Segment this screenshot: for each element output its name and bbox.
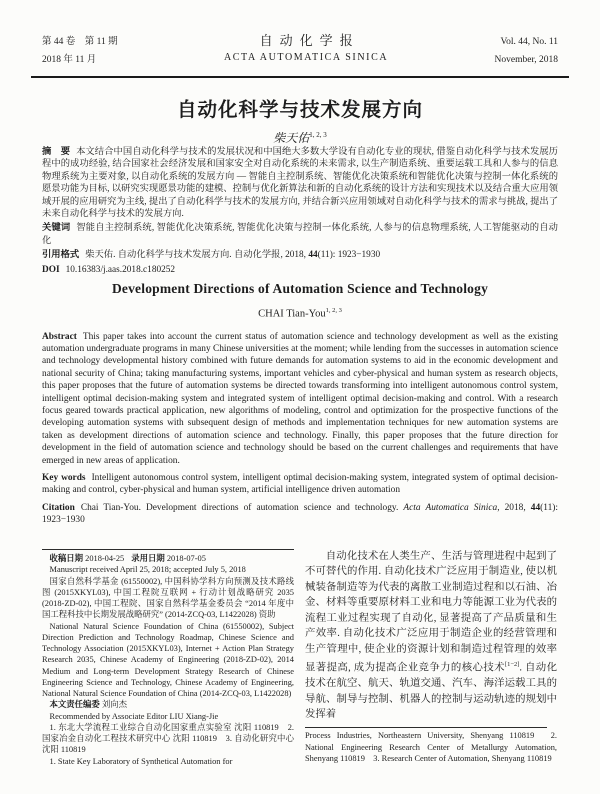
journal-name-en: ACTA AUTOMATICA SINICA: [223, 52, 389, 63]
citation-pages-cn: (11): 1923−1930: [317, 250, 381, 261]
masthead-issue-block-en: [495, 33, 558, 69]
citation-year-en: , 2018,: [497, 502, 531, 513]
received-date: 2018-04-25: [85, 554, 125, 563]
author-name-cn: 柴天佑: [273, 131, 310, 145]
citation-volume-en: 44: [530, 502, 541, 513]
citation-en: [42, 502, 558, 527]
doi-label: DOI: [42, 264, 60, 275]
journal-name-cn: 自动化学报: [259, 33, 360, 48]
masthead-issue-en: Vol. 44, No. 11: [500, 37, 558, 47]
footnote-column: [42, 549, 294, 767]
citation-volume-cn: 44: [308, 250, 318, 261]
keywords-text-cn: 智能自主控制系统, 智能优化决策系统, 智能优化决策与控制一体化系统, 人参与的信息物理系统, 人工智能驱动的自动化: [42, 223, 558, 246]
doi-line: [42, 264, 558, 276]
doi-value: 10.16383/j.aas.2018.c180252: [65, 264, 176, 275]
footnote-rule: [305, 727, 547, 728]
journal-name-block: [224, 33, 388, 63]
editor-label-cn: 本文责任编委: [49, 700, 100, 710]
footnote-editor-en: Recommended by Associate Editor LIU Xiang-Jie: [49, 711, 219, 721]
masthead-rule: [31, 76, 569, 78]
body-paragraph: [305, 549, 557, 722]
reference-marker: [1−2]: [504, 661, 520, 669]
footnote-funding-cn: 国家自然科学基金 (61550002), 中国科协学科方向预测及技术路线图 (2015XKYL03), 中国工程院互联网 + 行动计划战略研究 2035 (2018-ZD-02), 中国工程院、国家自然科学基金委员会 “2014 年度中国工程科技中长期发展战略研究” (2014-ZCQ-03, L1422028) 资助: [42, 576, 294, 620]
citation-journal-en: Acta Automatica Sinica: [403, 502, 498, 513]
paper-title-en: Development Directions of Automation Science and Technology: [111, 281, 489, 296]
citation-cn: [42, 249, 558, 261]
footnote-received-cn: [42, 553, 294, 564]
keywords-label-cn: 关键词: [42, 223, 71, 234]
author-line-en: [42, 307, 558, 320]
citation-text-cn: 柴天佑. 自动化科学与技术发展方向. 自动化学报, 2018,: [85, 250, 309, 261]
received-label-cn: 收稿日期: [49, 554, 84, 563]
keywords-label-en: Key words: [42, 472, 86, 483]
masthead-issue-cn: 第 44 卷 第 11 期: [42, 37, 118, 47]
abstract-label-en: Abstract: [42, 331, 77, 342]
body-text-tail: . 自动化技术在航空、航天、轨道交通、汽车、海洋运载工具的导航、制导与控制、机器人的控制与运动轨迹的规划中发挥着: [305, 662, 557, 720]
chinese-meta-block: [42, 146, 558, 276]
two-column-section: [42, 549, 558, 767]
footnote-editor-cn: [42, 699, 294, 710]
english-block: [42, 281, 558, 527]
footnote-funding-en: National Natural Science Foundation of China (61550002), Subject Direction Prediction and Technology Roadmap, Chinese Science and Technology Association (2015XKYL03), Internet + Action Plan Strategy Research 2035, Chinese Academy of Engineering (2018-ZD-02), 2014 Medium and Long-term Development Strategy Research of Chinese Engineering Science and Technology, Chinese Academy of Engineering, National Natural Science Foundation of China (2014-ZCQ-03, L1422028): [42, 621, 294, 698]
abstract-label-cn: 摘 要: [42, 147, 71, 157]
footnote-affiliation-en-cont: Process Industries, Northeastern University, Shenyang 110819 2. National Engineering Research Center of Metallurgy Automation, Shenyang 110819 3. Research Center of Automation, Shenyang 110819: [305, 731, 557, 763]
author-line-cn: [0, 129, 600, 146]
masthead-date-cn: 2018 年 11 月: [42, 55, 97, 65]
accepted-label-cn: 录用日期: [131, 554, 165, 563]
keywords-text-en: Intelligent autonomous control system, intelligent optimal decision-making system, integrated system of optimal decision-making and control, cyber-physical and human system, artificial intelligence driven automation: [42, 472, 558, 496]
masthead-issue-block-cn: [42, 33, 118, 69]
footnote-affiliations-cn: 1. 东北大学流程工业综合自动化国家重点实验室 沈阳 110819 2. 国家冶金自动化工程技术研究中心 沈阳 110819 3. 自动化研究中心 沈阳 110819: [42, 722, 294, 755]
abstract-text-cn: 本文结合中国自动化科学与技术的发展状况和中国绝大多数大学设有自动化专业的现状, 借鉴自动化科学与技术发展历程中的成功经验, 结合国家社会经济发展和国家安全对自动化系统的未来需求, 以生产制造系统、重要运载工具和人参与的信息物理系统为主要对象, 以自动化系统的发展方向 — 智能自主控制系统、智能优化决策系统和智能优化决策与控制一体化系统的愿景功能为目标, 以研究实现愿景功能的建模、控制与优化新算法和新的自动化系统的设计方法和实现技术以及结合重大应用领域开展的应用研究为主线, 提出了自动化科学与技术的发展方向, 并结合新兴应用领域对自动化科学与技术的需求与挑战, 提出了未来自动化科学与技术的发展方向.: [42, 147, 558, 220]
abstract-en: [42, 331, 558, 467]
masthead-date-en: November, 2018: [494, 55, 558, 65]
author-name-en: CHAI Tian-You: [258, 308, 326, 320]
abstract-text-en: This paper takes into account the current status of automation science and technology development as well as the existing automation undergraduate programs in many Chinese universities at the moment; while lending from the successes in automation science and technology developmental history combined with future demands for automation systems to aid in the economic development and national security of China; taking manufacturing systems, important vehicles and cyber-physical and human system as research objects, this paper proposes that the future of automation systems be directed towards transforming into intelligent autonomous control system, intelligent optimal decision-making system and integrated system of intelligent optimal decision-making and control. With a research focus geared towards practical application, new algorithms of modeling, control and optimization for the prospective functions of the developing automation systems with subsequent design of methods and implementation techniques for new automation systems are taken as development directions of automation science and technology. Finally, this paper proposes that the future direction for development in the field of automation science and technology should be based on the current challenges and requirements that have emerged in new areas of application.: [42, 331, 558, 466]
citation-label-cn: 引用格式: [42, 250, 80, 261]
citation-pages-en: (11): 1923−1930: [42, 502, 559, 526]
masthead: [42, 33, 558, 69]
body-column: [305, 549, 557, 767]
author-affiliation-marks-en: 1, 2, 3: [325, 307, 342, 314]
accepted-date: 2018-07-05: [166, 554, 206, 563]
author-affiliation-marks-cn: 1, 2, 3: [309, 131, 327, 139]
keywords-cn: [42, 222, 558, 247]
keywords-en: [42, 472, 558, 497]
citation-label-en: Citation: [42, 502, 75, 513]
body-text-lead: 自动化技术在人类生产、生活与管理进程中起到了不可替代的作用. 自动化技术广泛应用于制造业, 使以机械装备制造等为代表的离散工业制造过程和以石油、冶金、材料等重要原材料工业和电力等能源工业为代表的流程工业过程实现了自动化, 显著提高了产品质量和生产效率. 自动化技术广泛应用于制造企业的经营管理和生产管理中, 使企业的资源计划和制造过程管理的效率显著提高, 成为提高企业竞争力的核心技术: [305, 551, 557, 674]
editor-name-cn: 刘向杰: [101, 700, 128, 710]
footnote-received-en: Manuscript received April 25, 2018; accepted July 5, 2018: [49, 565, 246, 575]
paper-title-cn: 自动化科学与技术发展方向: [176, 98, 423, 121]
citation-authors-en: Chai Tian-You. Development directions of automation science and technology.: [80, 502, 404, 513]
abstract-cn: [42, 146, 558, 220]
footnote-affiliation-en-lead: 1. State Key Laboratory of Synthetical Automation for: [49, 756, 233, 766]
